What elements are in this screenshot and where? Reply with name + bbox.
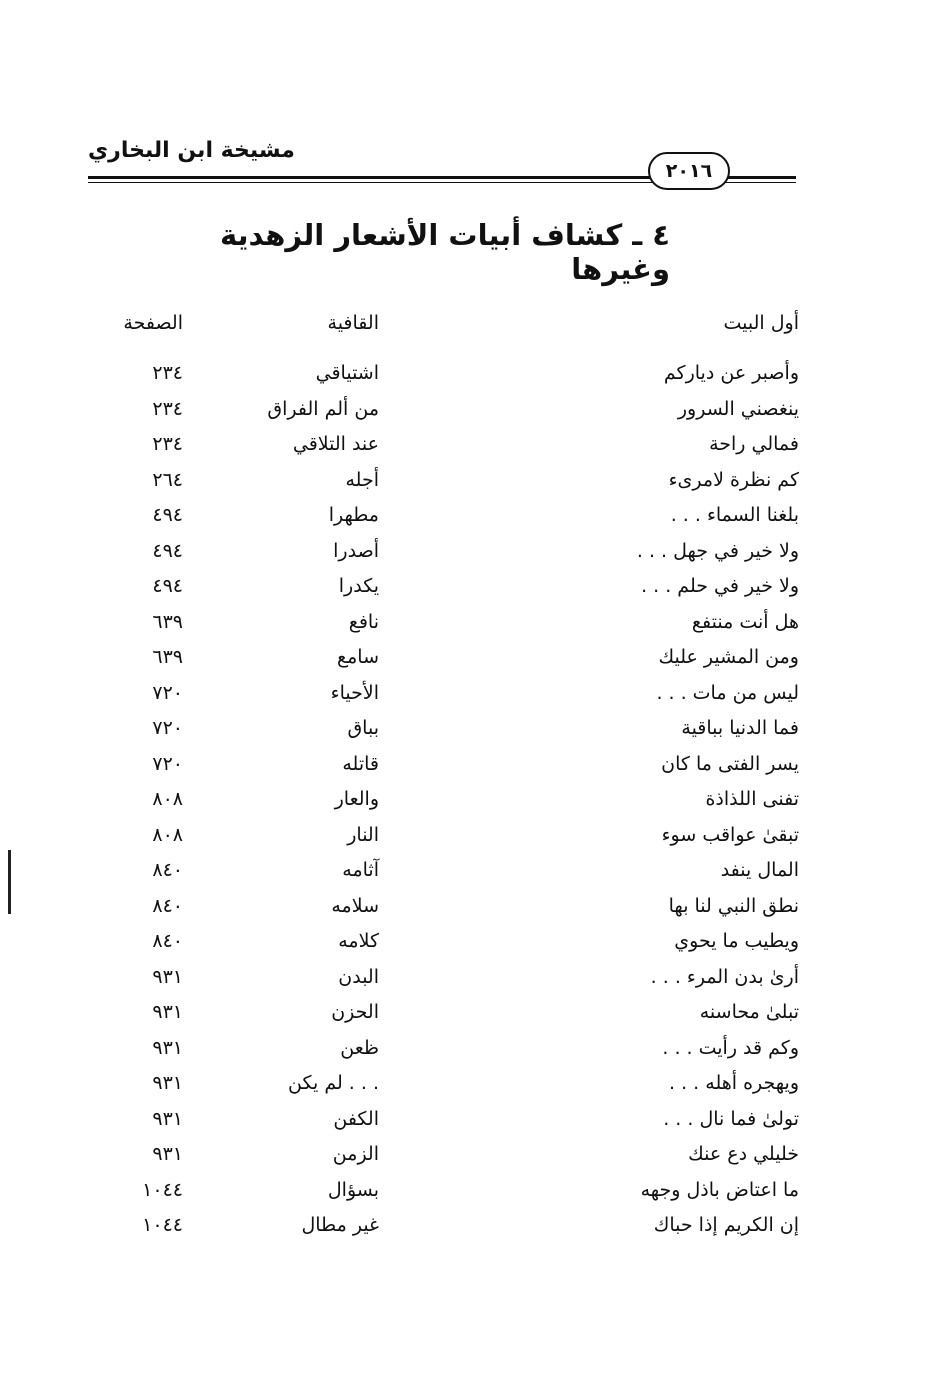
table-row (0, 962, 949, 998)
rhyme-cell: آثامه (342, 859, 379, 881)
rhyme-cell: كلامه (338, 930, 379, 952)
rhyme-cell: بسؤال (327, 1178, 379, 1201)
table-row (0, 394, 949, 430)
page-cell: ١٠٤٤ (142, 1178, 183, 1201)
table-row (0, 1033, 949, 1069)
rhyme-cell: اشتياقي (315, 362, 379, 384)
first-line-cell: تولىٰ فما نال . . . (663, 1107, 799, 1130)
first-line-cell: المال ينفد (720, 859, 799, 881)
rhyme-cell: قاتله (342, 752, 379, 775)
first-line-cell: ينغصني السرور (677, 397, 799, 420)
first-line-cell: ولا خير في جهل . . . (636, 539, 799, 562)
first-line-cell: كم نظرة لامرىء (668, 468, 799, 491)
first-line-cell: فما الدنيا بباقية (681, 717, 799, 739)
page-cell: ٦٣٩ (152, 646, 183, 668)
page-header (88, 138, 796, 188)
page-cell: ٦٣٩ (152, 610, 183, 633)
page-cell: ٤٩٤ (152, 539, 183, 562)
first-line-cell: تبلىٰ محاسنه (699, 1001, 799, 1023)
rhyme-cell: نافع (348, 610, 379, 633)
page-cell: ٧٢٠ (152, 717, 183, 739)
page-cell: ٩٣١ (152, 965, 183, 988)
table-row (0, 926, 949, 962)
rhyme-cell: الزمن (332, 1143, 379, 1165)
page-cell: ٩٣١ (152, 1143, 183, 1165)
first-line-cell: وكم قد رأيت . . . (662, 1036, 799, 1059)
table-row (0, 465, 949, 501)
rhyme-cell: ظعن (340, 1036, 379, 1059)
table-row (0, 358, 949, 394)
rhyme-cell: سامع (337, 646, 379, 668)
table-row (0, 1139, 949, 1175)
first-line-cell: ومن المشير عليك (658, 646, 799, 668)
page-cell: ٧٢٠ (152, 681, 183, 704)
first-line-cell: يسر الفتى ما كان (661, 752, 799, 775)
table-row (0, 1104, 949, 1140)
table-row (0, 820, 949, 856)
table-row (0, 713, 949, 749)
table-row (0, 607, 949, 643)
first-line-cell: ويهجره أهله . . . (669, 1072, 799, 1094)
column-header-page: الصفحة (123, 312, 183, 334)
table-row (0, 536, 949, 572)
rhyme-cell: مطهرا (328, 504, 379, 526)
first-line-cell: ما اعتاض باذل وجهه (640, 1178, 799, 1201)
page-cell: ٩٣١ (152, 1036, 183, 1059)
first-line-cell: أرىٰ بدن المرء . . . (650, 965, 799, 988)
page-cell: ٨٤٠ (152, 859, 183, 881)
rhyme-cell: . . . لم يكن (288, 1072, 379, 1094)
table-row (0, 749, 949, 785)
rhyme-cell: الكفن (333, 1107, 379, 1130)
table-row (0, 678, 949, 714)
page-cell: ٩٣١ (152, 1107, 183, 1130)
rhyme-cell: الحزن (331, 1001, 379, 1023)
page-cell: ٤٩٤ (152, 575, 183, 597)
rhyme-cell: أجله (345, 468, 379, 491)
rhyme-cell: غير مطال (301, 1214, 379, 1236)
page-cell: ٩٣١ (152, 1072, 183, 1094)
first-line-cell: إن الكريم إذا حباك (653, 1214, 799, 1236)
scan-margin-mark (8, 850, 11, 914)
table-row (0, 642, 949, 678)
table-row (0, 855, 949, 891)
table-row (0, 571, 949, 607)
rhyme-cell: من ألم الفراق (267, 397, 379, 420)
page-cell: ٢٣٤ (152, 433, 183, 455)
first-line-cell: ولا خير في حلم . . . (641, 575, 799, 597)
table-row (0, 1068, 949, 1104)
verse-index-table (0, 358, 949, 1246)
first-line-cell: وأصبر عن دياركم (663, 362, 799, 384)
first-line-cell: خليلي دع عنك (688, 1143, 799, 1165)
table-row (0, 891, 949, 927)
first-line-cell: ليس من مات . . . (656, 681, 799, 704)
rhyme-cell: النار (347, 823, 379, 846)
first-line-cell: ويطيب ما يحوي (674, 930, 799, 952)
table-row (0, 784, 949, 820)
table-row (0, 500, 949, 536)
page-cell: ٢٣٤ (152, 362, 183, 384)
page-cell: ٢٣٤ (152, 397, 183, 420)
table-row (0, 997, 949, 1033)
first-line-cell: فمالي راحة (709, 433, 799, 455)
rhyme-cell: سلامه (331, 894, 379, 917)
page-cell: ٤٩٤ (152, 504, 183, 526)
rhyme-cell: عند التلاقي (292, 433, 379, 455)
rhyme-cell: بباق (347, 717, 379, 739)
first-line-cell: نطق النبي لنا بها (668, 894, 799, 917)
page-cell: ٨٠٨ (152, 823, 183, 846)
section-title: ٤ ـ كشاف أبيات الأشعار الزهدية وغيرها (220, 218, 670, 286)
page-cell: ٧٢٠ (152, 752, 183, 775)
column-header-first-line: أول البيت (723, 312, 799, 334)
page-number: ٢٠١٦ (648, 152, 730, 190)
column-header-rhyme: القافية (327, 312, 379, 334)
table-row (0, 1210, 949, 1246)
first-line-cell: تفنى اللذاذة (705, 788, 799, 810)
page-cell: ٨٠٨ (152, 788, 183, 810)
rhyme-cell: والعار (334, 788, 379, 810)
first-line-cell: هل أنت منتفع (691, 610, 799, 633)
table-row (0, 1175, 949, 1211)
table-row (0, 429, 949, 465)
page-cell: ٢٦٤ (152, 468, 183, 491)
rhyme-cell: البدن (338, 965, 379, 988)
book-title: مشيخة ابن البخاري (88, 138, 295, 163)
page-cell: ٨٤٠ (152, 894, 183, 917)
page-cell: ١٠٤٤ (142, 1214, 183, 1236)
page-cell: ٩٣١ (152, 1001, 183, 1023)
rhyme-cell: يكدرا (338, 575, 379, 597)
first-line-cell: تبقىٰ عواقب سوء (661, 823, 799, 846)
first-line-cell: بلغنا السماء . . . (670, 504, 799, 526)
rhyme-cell: أصدرا (333, 539, 379, 562)
page-cell: ٨٤٠ (152, 930, 183, 952)
rhyme-cell: الأحياء (330, 681, 379, 704)
